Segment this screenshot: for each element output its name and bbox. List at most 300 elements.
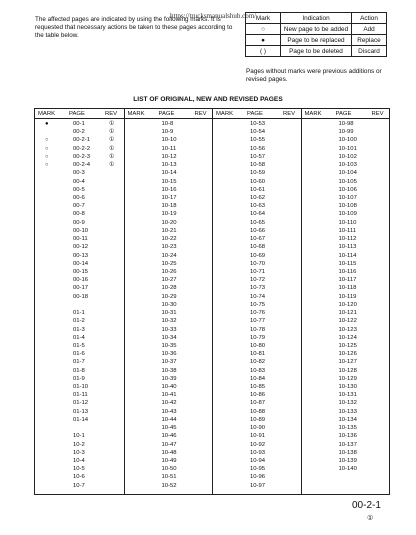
- row-page: 10-100: [338, 137, 357, 144]
- row-page: 00-12: [73, 244, 89, 251]
- row-rev: ①: [109, 137, 115, 144]
- column-header: [125, 109, 214, 119]
- marks-header-row: [246, 13, 387, 24]
- page-row: [213, 121, 302, 129]
- row-page: 10-82: [250, 359, 266, 366]
- page-row: [35, 318, 124, 326]
- page-row: [213, 228, 302, 236]
- row-page: 10-18: [161, 203, 177, 210]
- intro-text: The affected pages are indicated by using the following marks. It is requested that necessary actions be taken to these pages according to the table below.: [35, 16, 233, 39]
- page-row: [125, 302, 214, 310]
- page-row: [125, 417, 214, 425]
- column-header-page: PAGE: [247, 110, 263, 117]
- page-row: [35, 474, 124, 482]
- page-row: [35, 277, 124, 285]
- row-page: 00-5: [73, 186, 85, 193]
- row-page: 01-4: [73, 334, 85, 341]
- page-row: [213, 368, 302, 376]
- row-page: 10-128: [338, 367, 357, 374]
- page-row: [302, 425, 391, 433]
- page-row: [213, 400, 302, 408]
- page-row: [125, 458, 214, 466]
- marks-symbol: ( ): [246, 46, 281, 57]
- page-row: [302, 392, 391, 400]
- page-row: [125, 442, 214, 450]
- row-mark: ●: [45, 121, 49, 127]
- row-page: 10-119: [338, 293, 357, 300]
- column-header-rev: REV: [283, 110, 296, 117]
- page-row: [213, 244, 302, 252]
- row-rev: ①: [109, 162, 115, 169]
- row-page: 10-70: [250, 260, 266, 267]
- row-page: 10-80: [250, 342, 266, 349]
- row-page: 10-131: [338, 392, 357, 399]
- page-row: [35, 302, 124, 310]
- page-row: [125, 220, 214, 228]
- row-page: 10-56: [250, 145, 266, 152]
- row-page: 10-90: [250, 425, 266, 432]
- row-page: 01-13: [73, 408, 89, 415]
- page-row: [125, 269, 214, 277]
- row-page: 10-57: [250, 153, 266, 160]
- revision-mark: ①: [367, 515, 374, 522]
- page-row: [125, 129, 214, 137]
- row-page: 10-79: [250, 334, 266, 341]
- page-column-2: [124, 109, 214, 494]
- row-page: 10-21: [161, 227, 177, 234]
- row-page: 10-124: [338, 334, 357, 341]
- marks-indication: Page to be deleted: [281, 46, 352, 57]
- page-row: [213, 433, 302, 441]
- row-page: 10-140: [338, 466, 357, 473]
- row-page: 10-108: [338, 203, 357, 210]
- page-row: [213, 310, 302, 318]
- page-row: [35, 433, 124, 441]
- page-row: [302, 129, 391, 137]
- page-row: [213, 343, 302, 351]
- row-page: 01-11: [73, 392, 88, 399]
- row-page: 10-33: [161, 326, 177, 333]
- row-page: 10-53: [250, 121, 266, 127]
- row-page: 10-132: [338, 400, 357, 407]
- column-header-page: PAGE: [335, 110, 352, 117]
- row-page: 10-102: [338, 153, 357, 160]
- row-page: 10-11: [161, 145, 177, 152]
- page-row: [302, 335, 391, 343]
- row-page: 10-66: [250, 227, 266, 234]
- row-page: 10-68: [250, 244, 266, 251]
- page-row: [35, 400, 124, 408]
- page-row: [35, 203, 124, 211]
- row-page: 10-129: [338, 375, 357, 382]
- row-page: 10-2: [73, 441, 85, 448]
- page-row: [125, 368, 214, 376]
- row-page: 10-8: [161, 121, 174, 127]
- page-row: [302, 269, 391, 277]
- page-row: [302, 137, 391, 145]
- row-page: 10-93: [250, 449, 266, 456]
- page-row: [35, 450, 124, 458]
- page-row: [302, 236, 391, 244]
- row-page: 10-36: [161, 351, 177, 358]
- row-page: 10-35: [161, 342, 177, 349]
- row-page: 10-30: [161, 301, 177, 308]
- page-row: [302, 384, 391, 392]
- row-page: 10-104: [338, 170, 357, 177]
- page-row: [125, 294, 214, 302]
- page-row: [213, 195, 302, 203]
- page-row: [125, 162, 214, 170]
- row-page: 10-76: [250, 310, 266, 317]
- page-row: [213, 154, 302, 162]
- row-page: 00-16: [73, 277, 89, 284]
- row-page: 01-9: [73, 375, 85, 382]
- page-row: [35, 458, 124, 466]
- row-page: 10-61: [250, 186, 266, 193]
- row-page: 10-87: [250, 400, 266, 407]
- row-page: 10-31: [161, 310, 177, 317]
- row-page: 10-127: [338, 359, 357, 366]
- page-row: [213, 318, 302, 326]
- row-rev: ①: [109, 121, 115, 127]
- page-row: [302, 244, 391, 252]
- page-column-4: [301, 109, 391, 494]
- row-page: 10-15: [161, 178, 177, 185]
- marks-action: Add: [352, 24, 387, 35]
- row-page: 10-117: [338, 277, 357, 284]
- page-row: [125, 277, 214, 285]
- column-header-rev: REV: [105, 110, 118, 117]
- row-page: 10-69: [250, 252, 266, 259]
- row-page: 01-6: [73, 351, 85, 358]
- page-row: [35, 409, 124, 417]
- row-page: 00-2: [73, 129, 85, 136]
- page-row: [213, 253, 302, 261]
- page-row: [302, 294, 391, 302]
- page-row: [35, 228, 124, 236]
- row-page: 10-3: [73, 449, 85, 456]
- row-mark: ○: [45, 145, 49, 152]
- row-page: 10-22: [161, 236, 177, 243]
- page-row: [35, 351, 124, 359]
- page-row: [35, 179, 124, 187]
- page-row: [302, 376, 391, 384]
- row-page: 10-139: [338, 458, 357, 465]
- page-row: [35, 121, 124, 129]
- row-page: 10-94: [250, 458, 266, 465]
- page-row: [125, 400, 214, 408]
- row-page: 10-89: [250, 416, 266, 423]
- page-row: [35, 162, 124, 170]
- row-page: 10-120: [338, 301, 357, 308]
- page-row: [213, 474, 302, 482]
- row-page: 10-59: [250, 170, 266, 177]
- page-row: [213, 187, 302, 195]
- row-page: 10-78: [250, 326, 266, 333]
- row-page: 10-73: [250, 285, 266, 292]
- row-page: 10-133: [338, 408, 357, 415]
- row-page: 10-50: [161, 466, 177, 473]
- page-row: [35, 261, 124, 269]
- marks-row: [246, 35, 387, 46]
- marks-action: Discard: [352, 46, 387, 57]
- page-row: [35, 137, 124, 145]
- row-page: 10-83: [250, 367, 266, 374]
- page-row: [35, 170, 124, 178]
- marks-indication: Page to be replaced: [281, 35, 352, 46]
- marks-header-action: Action: [352, 13, 387, 24]
- row-page: 10-52: [161, 482, 177, 489]
- row-page: 10-65: [250, 219, 266, 226]
- page-column-3: [212, 109, 302, 494]
- row-page: 10-24: [161, 252, 177, 259]
- row-page: 10-47: [161, 441, 177, 448]
- column-header: [35, 109, 124, 119]
- page-number: 00-2-1: [352, 500, 381, 511]
- row-page: 10-12: [161, 153, 177, 160]
- page-row: [125, 359, 214, 367]
- page-row: [213, 129, 302, 137]
- row-page: 10-110: [338, 219, 357, 226]
- page-row: [35, 195, 124, 203]
- page-row: [213, 220, 302, 228]
- page-row: [125, 433, 214, 441]
- row-page: 10-7: [73, 482, 85, 489]
- page-row: [35, 368, 124, 376]
- row-page: 10-71: [250, 268, 266, 275]
- page-row: [213, 162, 302, 170]
- row-page: 10-96: [250, 474, 266, 481]
- row-page: 10-9: [161, 129, 174, 136]
- row-page: 10-41: [161, 392, 177, 399]
- page-row: [125, 466, 214, 474]
- page-row: [35, 442, 124, 450]
- page-row: [35, 327, 124, 335]
- row-page: 10-43: [161, 408, 177, 415]
- page-row: [213, 261, 302, 269]
- page-row: [213, 137, 302, 145]
- row-page: 10-32: [161, 318, 177, 325]
- page-row: [125, 285, 214, 293]
- column-header-rev: REV: [371, 110, 384, 117]
- page-row: [35, 253, 124, 261]
- page-row: [302, 170, 391, 178]
- marks-note: Pages without marks were previous additions or revised pages.: [246, 68, 382, 83]
- row-page: 10-75: [250, 301, 266, 308]
- page-row: [302, 417, 391, 425]
- page-row: [213, 277, 302, 285]
- page-row: [125, 154, 214, 162]
- page-row: [35, 425, 124, 433]
- row-page: 10-58: [250, 162, 266, 169]
- row-page: 10-112: [338, 236, 357, 243]
- column-header-rev: REV: [194, 110, 207, 117]
- row-page: 00-2-1: [73, 137, 91, 144]
- marks-action: Replace: [352, 35, 387, 46]
- row-page: 10-4: [73, 458, 85, 465]
- page-row: [302, 277, 391, 285]
- page-row: [35, 310, 124, 318]
- row-page: 10-34: [161, 334, 177, 341]
- page-row: [302, 253, 391, 261]
- page-row: [125, 244, 214, 252]
- pages-list-grid: [34, 108, 390, 495]
- row-page: 10-125: [338, 342, 357, 349]
- page-row: [125, 121, 214, 129]
- row-page: 10-109: [338, 211, 357, 218]
- page-row: [302, 466, 391, 474]
- page-row: [213, 450, 302, 458]
- page-row: [302, 220, 391, 228]
- page-row: [213, 392, 302, 400]
- row-page: 10-28: [161, 285, 177, 292]
- watermark-url: https://trucksmanualshub.com/: [170, 12, 257, 20]
- row-page: 00-10: [73, 227, 89, 234]
- row-page: 10-19: [161, 211, 177, 218]
- page-row: [302, 302, 391, 310]
- row-page: 10-49: [161, 458, 177, 465]
- page-row: [35, 146, 124, 154]
- page-row: [125, 170, 214, 178]
- row-page: 10-111: [338, 227, 356, 234]
- page-row: [35, 220, 124, 228]
- page-row: [125, 376, 214, 384]
- row-page: 01-5: [73, 342, 85, 349]
- page-row: [213, 458, 302, 466]
- row-page: 10-10: [161, 137, 177, 144]
- page-row: [35, 244, 124, 252]
- page-row: [302, 442, 391, 450]
- row-page: 10-107: [338, 194, 357, 201]
- column-header: [302, 109, 391, 119]
- page-row: [213, 294, 302, 302]
- page-row: [125, 228, 214, 236]
- row-page: 00-8: [73, 211, 85, 218]
- page-row: [302, 450, 391, 458]
- row-page: 10-67: [250, 236, 266, 243]
- page-row: [35, 335, 124, 343]
- marks-symbol: ●: [246, 35, 281, 46]
- page-row: [302, 146, 391, 154]
- page-row: [213, 327, 302, 335]
- row-page: 00-17: [73, 285, 89, 292]
- row-rev: ①: [109, 129, 115, 136]
- row-page: 00-4: [73, 178, 85, 185]
- row-page: 10-88: [250, 408, 266, 415]
- page-row: [302, 327, 391, 335]
- row-page: 00-14: [73, 260, 89, 267]
- page-row: [125, 384, 214, 392]
- page-row: [213, 236, 302, 244]
- row-page: 10-138: [338, 449, 357, 456]
- page-row: [302, 154, 391, 162]
- page-row: [213, 146, 302, 154]
- row-page: 10-85: [250, 384, 266, 391]
- row-page: 10-23: [161, 244, 177, 251]
- page-row: [35, 154, 124, 162]
- page-row: [125, 483, 214, 491]
- row-page: 10-121: [338, 310, 357, 317]
- row-page: 10-13: [161, 162, 177, 169]
- page-row: [213, 302, 302, 310]
- row-page: 10-63: [250, 203, 266, 210]
- page-row: [125, 425, 214, 433]
- row-page: 10-29: [161, 293, 177, 300]
- marks-header-mark: Mark: [246, 13, 281, 24]
- row-page: 10-99: [338, 129, 354, 136]
- page-row: [125, 450, 214, 458]
- page-row: [35, 392, 124, 400]
- row-page: 10-115: [338, 260, 357, 267]
- page-row: [302, 400, 391, 408]
- row-page: 01-12: [73, 400, 89, 407]
- page-row: [213, 466, 302, 474]
- column-header-page: PAGE: [69, 110, 85, 117]
- row-page: 10-54: [250, 129, 266, 136]
- row-page: 00-18: [73, 293, 89, 300]
- row-mark: ○: [45, 137, 49, 144]
- page-row: [35, 236, 124, 244]
- row-page: 00-6: [73, 194, 85, 201]
- page-row: [213, 285, 302, 293]
- row-page: 10-137: [338, 441, 357, 448]
- page-row: [35, 483, 124, 491]
- row-page: 10-39: [161, 375, 177, 382]
- page-row: [35, 376, 124, 384]
- row-rev: ①: [109, 145, 115, 152]
- row-page: 00-9: [73, 219, 85, 226]
- page-row: [213, 359, 302, 367]
- page-row: [213, 409, 302, 417]
- column-header-mark: MARK: [127, 110, 145, 117]
- page-row: [125, 327, 214, 335]
- page-row: [125, 261, 214, 269]
- page-row: [302, 310, 391, 318]
- row-page: 10-17: [161, 194, 177, 201]
- page-row: [213, 384, 302, 392]
- row-page: 00-13: [73, 252, 89, 259]
- page-row: [302, 409, 391, 417]
- page-row: [213, 425, 302, 433]
- page-row: [35, 187, 124, 195]
- row-page: 10-48: [161, 449, 177, 456]
- page-column-1: [35, 109, 124, 494]
- page-row: [213, 417, 302, 425]
- marks-header-indication: Indication: [281, 13, 352, 24]
- page-row: [125, 409, 214, 417]
- row-page: 00-11: [73, 236, 88, 243]
- row-page: 00-1: [73, 121, 85, 127]
- page-row: [302, 261, 391, 269]
- page-row: [302, 228, 391, 236]
- row-page: 10-113: [338, 244, 357, 251]
- page-row: [302, 195, 391, 203]
- marks-indication: New page to be added: [281, 24, 352, 35]
- page-row: [35, 417, 124, 425]
- page-row: [213, 269, 302, 277]
- page-row: [125, 335, 214, 343]
- page-row: [125, 179, 214, 187]
- row-page: 10-46: [161, 433, 177, 440]
- row-page: 01-14: [73, 416, 89, 423]
- page-row: [213, 170, 302, 178]
- page-row: [213, 376, 302, 384]
- page-row: [35, 294, 124, 302]
- row-page: 01-10: [73, 384, 89, 391]
- row-page: 10-84: [250, 375, 266, 382]
- row-page: 10-77: [250, 318, 266, 325]
- marks-row: [246, 46, 387, 57]
